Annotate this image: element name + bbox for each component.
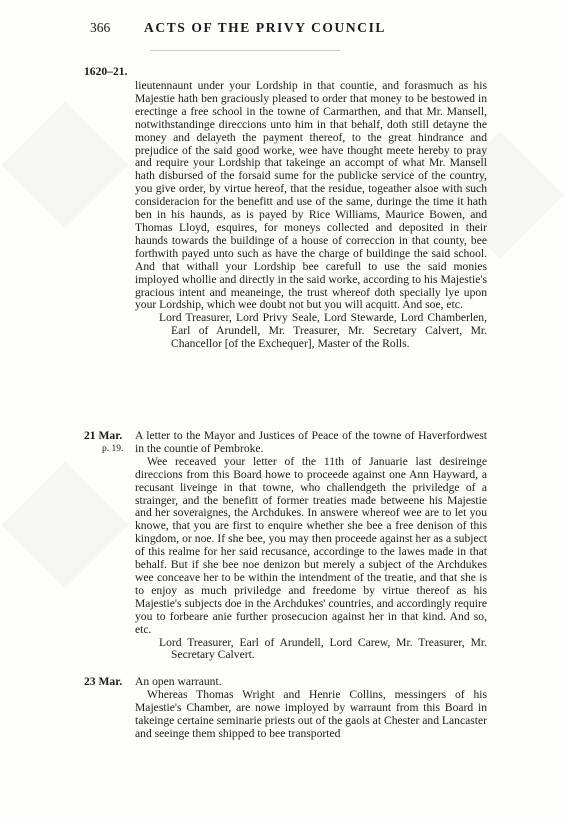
watermark-shape: [1, 461, 128, 588]
entry-2-paragraph: Wee receaved your letter of the 11th of Januarie last desireinge direccions from this Board howe to proceede against one Ann Hayward, a recusant liveinge in that towne, who challendgeth the priviledge of a strainger, and the benefitt of former treaties made betweene his Majestie and her soveraignes, the Archdukes. In answere whereof wee are to let you knowe, that you are first to enquire whether she bee a free denison of this kingdom, or noe. If she bee, you may then proceede against her as a subject of this realme for her said recusance, accordinge to the lawes made in that behalf. But if she bee noe denizon but merely a subject of the Archdukes wee conceave her to be within the intendment of the treatie, and that she is to enjoy as much priviledge and freedome by virtue thereof as his Majestie's subjects doe in the Archdukes' countries, and accordingly require you to forbeare anie further prosecucion against her in that kind. And so, etc.: [135, 454, 487, 636]
entry-2-body: [135, 430, 487, 662]
entry-1-paragraph: lieutennaunt under your Lordship in that countie, and forasmuch as his Majestie hath ben graciously pleased to order that money to be bestowed in erectinge a free school in the towne of Carmarthen, and that Mr. Mansell, notwithstandinge direccions unto him in that behalf, doth still detayne the money and delayeth the payment thereof, to the great hindrance and prejudice of the said good worke, wee have thought meete hereby to pray and require your Lordship that takeinge an accompt of what Mr. Mansell hath disbursed of the forsaid sume for the publicke service of the country, you give order, by virtue hereof, that the residue, togeather alsoe with such consideracion for the benefitt and use of the same, duringe the time it hath ben in his haunds, as is payed by Rice Williams, Maurice Bowen, and Thomas Lloyd, esquires, for moneys collected and deposited in their haunds towards the buildinge of a house of correccion in that county, bee forthwith payed unto such as have the charge of buildinge the said school. And that withall your Lordship bee carefull to use the said monies imployed whollie and directly in the said worke, according to his Majestie's gracious intent and meaneinge, the trust whereof doth specially lye upon your Lordship, which wee doubt not but you will acquitt. And soe, etc.: [135, 79, 487, 312]
entry-3-heading: An open warraunt.: [135, 675, 222, 688]
entry-2-heading: A letter to the Mayor and Justices of Peace of the towne of Haverfordwest in the countie of Pembroke.: [135, 429, 487, 455]
running-title: ACTS OF THE PRIVY COUNCIL: [144, 20, 387, 35]
margin-date-21-mar: 21 Mar. p. 19.: [84, 429, 124, 454]
entry-3-body: [135, 676, 487, 741]
page-number: 366: [90, 20, 111, 35]
watermark-shape: [1, 101, 128, 228]
header-rule: [150, 50, 340, 51]
margin-date-23-mar: 23 Mar.: [84, 675, 123, 688]
entry-3-paragraph: Whereas Thomas Wright and Henrie Collins, messingers of his Majestie's Chamber, are nowe imployed by warraunt from this Board in takeinge certaine seminarie priests out of the gaols at Chester and Lancaster and seeinge them shipped to bee transported: [135, 687, 487, 740]
page-header: [80, 20, 520, 40]
entry-1-body: [135, 80, 487, 351]
margin-year: 1620–21.: [84, 65, 128, 78]
margin-page-ref: p. 19.: [102, 443, 124, 454]
entry-2-signatories: Lord Treasurer, Earl of Arundell, Lord Carew, Mr. Treasurer, Mr. Secretary Calvert.: [159, 635, 487, 662]
entry-1-signatories: Lord Treasurer, Lord Privy Seale, Lord Stewarde, Lord Chamberlen, Earl of Arundell, Mr. Treasurer, Mr. Secretary Calvert, Mr. Chancellor [of the Exchequer], Master of the Rolls.: [159, 311, 487, 351]
